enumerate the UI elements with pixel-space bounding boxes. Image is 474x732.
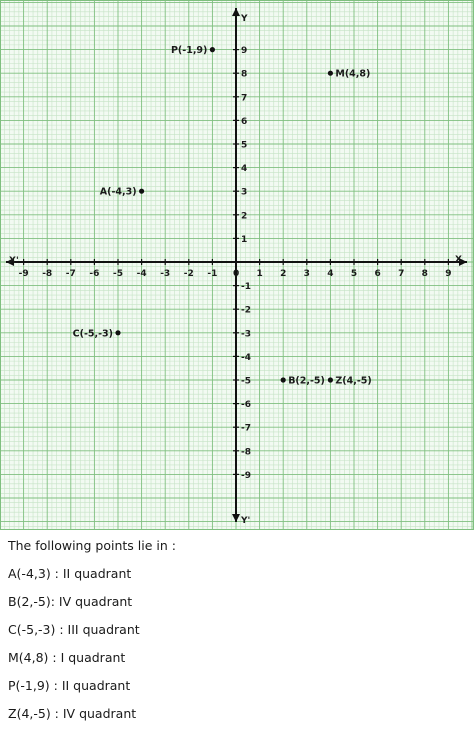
- x-tick-label: 8: [421, 269, 428, 279]
- y-axis-label: Y: [241, 14, 248, 24]
- x-tick-label: -9: [18, 269, 29, 279]
- data-point: [115, 330, 120, 335]
- y-tick-label: 6: [241, 116, 248, 127]
- x-tick-label: -7: [65, 269, 76, 279]
- x-tick-label: -3: [160, 269, 171, 279]
- x-tick-label: -2: [183, 269, 194, 279]
- y-tick-label: -1: [241, 282, 251, 293]
- answer-row: B(2,-5): IV quadrant: [8, 594, 133, 609]
- answers-intro: The following points lie in :: [8, 538, 176, 553]
- data-point: [281, 377, 286, 382]
- y-tick-label: 8: [241, 69, 248, 80]
- point-label: C(-5,-3): [72, 328, 113, 340]
- y-tick-label: -5: [241, 376, 251, 387]
- y-axis-neg-label: Y': [241, 516, 251, 526]
- y-tick-label: 4: [241, 164, 248, 175]
- answer-row: A(-4,3) : II quadrant: [8, 566, 132, 581]
- data-point: [210, 47, 215, 52]
- data-point: [139, 189, 144, 194]
- answer-row: Z(4,-5) : IV quadrant: [8, 706, 137, 721]
- x-tick-label: -8: [42, 269, 53, 279]
- x-tick-label: 3: [303, 269, 310, 279]
- point-label: P(-1,9): [170, 45, 208, 57]
- x-tick-label: -1: [207, 269, 218, 279]
- y-tick-label: 3: [241, 187, 248, 198]
- y-tick-label: 2: [241, 211, 248, 222]
- x-tick-label: 2: [280, 269, 287, 279]
- x-tick-label: 5: [350, 269, 358, 279]
- x-tick-label: -6: [89, 269, 100, 279]
- x-tick-label: -4: [136, 269, 147, 279]
- y-tick-label: 1: [241, 234, 248, 245]
- answer-row: C(-5,-3) : III quadrant: [8, 622, 140, 637]
- x-tick-label: 7: [398, 269, 405, 279]
- x-tick-label: 1: [256, 269, 263, 279]
- answers-section: [8, 536, 468, 732]
- y-tick-label: -2: [241, 305, 251, 316]
- answer-row: M(4,8) : I quadrant: [8, 650, 126, 665]
- x-tick-label: -5: [113, 269, 123, 279]
- point-label: B(2,-5): [288, 375, 325, 387]
- y-tick-label: -8: [241, 447, 251, 458]
- data-point: [328, 71, 333, 76]
- y-tick-label: 7: [241, 93, 248, 104]
- y-tick-label: -9: [241, 470, 251, 481]
- x-axis-label: X: [455, 255, 462, 265]
- y-tick-label: -3: [241, 329, 251, 340]
- x-tick-label: 4: [327, 269, 334, 279]
- point-label: Z(4,-5): [335, 375, 372, 387]
- x-tick-label: 6: [374, 269, 381, 279]
- y-tick-label: 9: [241, 46, 248, 57]
- point-label: A(-4,3): [99, 186, 137, 198]
- origin-label: 0: [233, 269, 240, 279]
- data-point: [328, 377, 333, 382]
- y-tick-label: 5: [241, 140, 248, 151]
- x-tick-label: 9: [445, 269, 452, 279]
- y-tick-label: -7: [241, 423, 251, 434]
- x-axis-neg-label: X': [9, 256, 19, 266]
- answer-row: P(-1,9) : II quadrant: [8, 678, 131, 693]
- y-tick-label: -4: [241, 352, 251, 363]
- y-tick-label: -6: [241, 400, 251, 411]
- point-label: M(4,8): [335, 68, 371, 80]
